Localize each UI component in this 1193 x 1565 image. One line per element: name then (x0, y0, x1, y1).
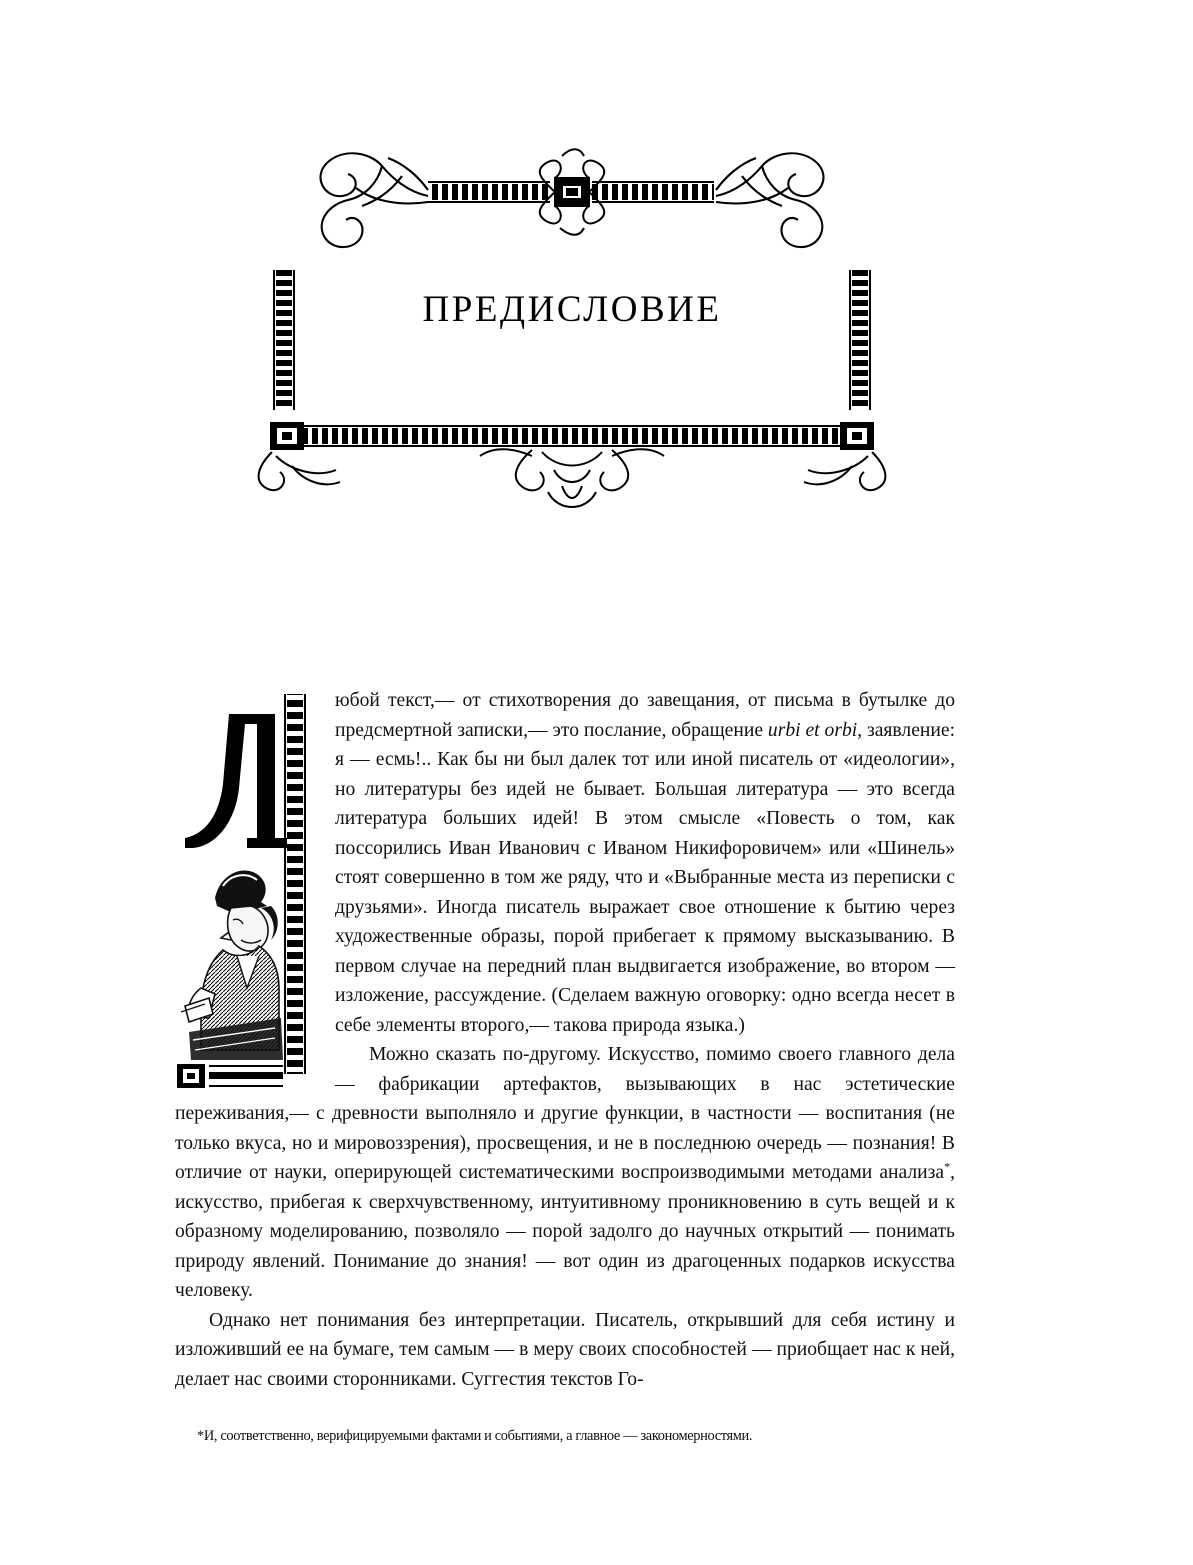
title-ornament-frame (232, 140, 912, 530)
paragraph-1-rest: , заявление: я — есмь!.. Как бы ни был далек тот или иной писатель от «идеологии», но литературы без идей не бывает. Большая литература — это всегда литература больших идей! В этом смысле «Повесть о том, как поссорились Иван Иванович с Иваном Никифоровичем» или «Шинель» стоят совершенно в том же ряду, что и «Выбранные места из переписки с друзьями». Иногда писатель выражает свое отношение к бытию через художественные образы, порой прибегает к прямому высказыванию. В первом случае на передний план выдвигается изображение, во втором — изложение, рассуждение. (Сделаем важную оговорку: одно всегда несет в себе элементы второго,— такова природа языка.) (335, 719, 956, 1036)
paragraph-3: Однако нет понимания без интерпретации. Писатель, открывший для себя истину и изложивший ее на бумаге, тем самым — в меру своих способностей — приобщает нас к ней, делает нас своими сторонниками. Суггестия текстов Го- (175, 1309, 955, 1390)
footnote-text: *И, соответственно, верифицируемыми фактами и событиями, а главное — закономерностями. (197, 1428, 753, 1444)
ornamental-border-svg (232, 140, 912, 530)
flourish-bottom-left (259, 452, 340, 490)
flourish-bottom-center (480, 449, 664, 507)
footnote-marker: * (944, 1159, 951, 1174)
corner-flourish-top-right (716, 153, 823, 247)
page-title: ПРЕДИСЛОВИЕ (422, 289, 722, 330)
corner-square-bottom-right (840, 422, 874, 450)
dropcap-gogol-illustration-icon (175, 688, 325, 1088)
corner-flourish-top-left (321, 153, 428, 247)
dropcap-illustration-block (175, 688, 325, 1088)
latin-phrase: urbi et orbi (767, 719, 858, 741)
engraving-figure (181, 864, 283, 1060)
paragraph-2-part1: Можно сказать по-другому. Искусство, помимо своего главного дела — фабрикации артефактов, вызывающих в нас эстетические переживания,— с древности выполняло и другие функции, в частности — воспитания (не только вкуса, но и мировоззрения), просвещения, и не в последнюю очередь — познания! В отличие от науки, оперирующей систематическими воспроизводимыми методами анализа (175, 1044, 955, 1183)
body-text (175, 686, 955, 1394)
ornament-square-icon (177, 1064, 205, 1088)
flourish-bottom-right (804, 452, 885, 490)
paragraph-2-part2: , искусство, прибегая к сверхчувственному, интуитивному проникновению в суть вещей и к образному моделированию, позволяло — порой задолго до научных открытий — понимать природу явлений. Понимание до знания! — вот один из драгоценных подарков искусства человеку. (175, 1162, 955, 1301)
dropcap-letter (185, 714, 287, 848)
corner-square-bottom-left (270, 422, 304, 450)
paragraph-1-lead: юбой текст,— от стихотворения до завещания, от письма в бутылке до предсмертной записки,— это послание, обращение (335, 690, 955, 741)
